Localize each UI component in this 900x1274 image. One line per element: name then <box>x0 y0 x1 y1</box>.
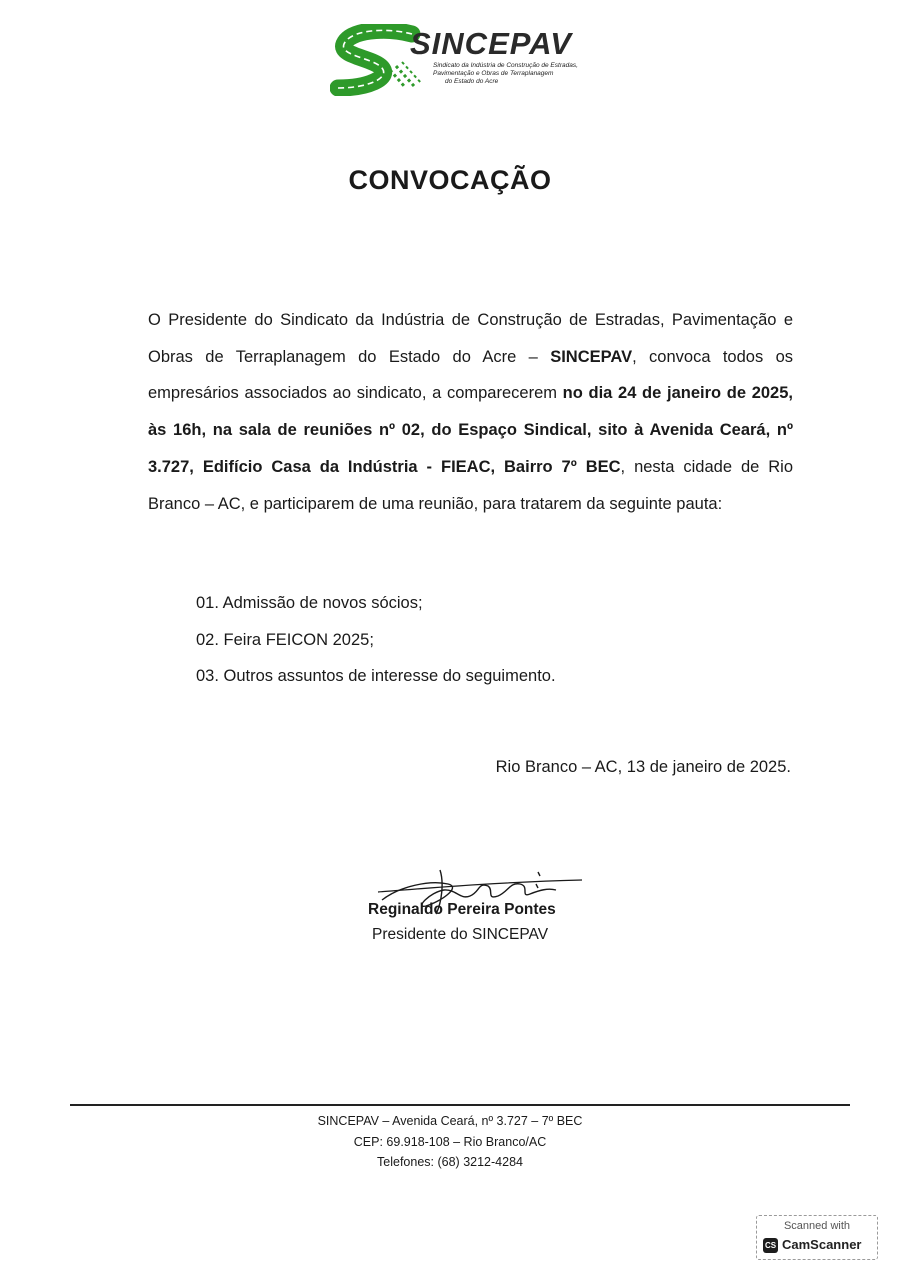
agenda-item: 02. Feira FEICON 2025; <box>196 630 374 649</box>
agenda-item: 03. Outros assuntos de interesse do seguimento. <box>196 667 556 685</box>
camscanner-label: CamScanner <box>782 1237 862 1252</box>
footer-line: CEP: 69.918-108 – Rio Branco/AC <box>353 1134 547 1149</box>
paragraph-bold-org: SINCEPAV <box>550 347 633 366</box>
document-title: CONVOCAÇÃO <box>348 165 552 195</box>
convocation-paragraph <box>148 302 793 522</box>
agenda-item: 01. Admissão de novos sócios; <box>196 594 423 612</box>
paragraph-text: O Presidente do Sindicato da Indústria de Construção de Estradas, Pavimentação e Obras de Terraplanagem do Estado do Acre – <box>148 311 793 366</box>
footer-line: SINCEPAV – Avenida Ceará, nº 3.727 – 7º BEC <box>317 1114 583 1128</box>
paragraph-bold-meeting-details: no dia 24 de janeiro de 2025, às 16h, na sala de reuniões nº 02, do Espaço Sindical, sito à Avenida Ceará, nº 3.727, Edifício Casa da Indústria - FIEAC, Bairro 7º BEC <box>148 384 793 476</box>
agenda-list <box>196 585 556 695</box>
letterhead-subtitle-line: Sindicato da Indústria de Construção de Estradas, <box>433 62 578 69</box>
scanned-with-label: Scanned with <box>783 1220 851 1232</box>
footer-line: Telefones: (68) 3212-4284 <box>377 1155 523 1169</box>
letterhead-subtitle-line: do Estado do Acre <box>445 78 499 85</box>
paragraph-text: , nesta cidade de Rio Branco – AC, e participarem de uma reunião, para tratarem da seguinte pauta: <box>148 457 793 513</box>
footer-address <box>0 1111 900 1173</box>
letterhead-subtitle <box>433 62 578 86</box>
paragraph-text: , convoca todos os empresários associados ao sindicato, a comparecerem <box>148 347 793 403</box>
signatory-role: Presidente do SINCEPAV <box>372 926 549 943</box>
camscanner-badge <box>756 1215 878 1260</box>
footer-divider <box>70 1104 850 1106</box>
letterhead-name: SINCEPAV <box>410 26 572 61</box>
camscanner-icon: CS <box>763 1238 778 1253</box>
letterhead-subtitle-line: Pavimentação e Obras de Terraplanagem <box>433 70 554 77</box>
date-line: Rio Branco – AC, 13 de janeiro de 2025. <box>495 758 791 776</box>
signatory-name: Reginaldo Pereira Pontes <box>368 901 556 918</box>
letterhead-logo <box>330 24 620 102</box>
